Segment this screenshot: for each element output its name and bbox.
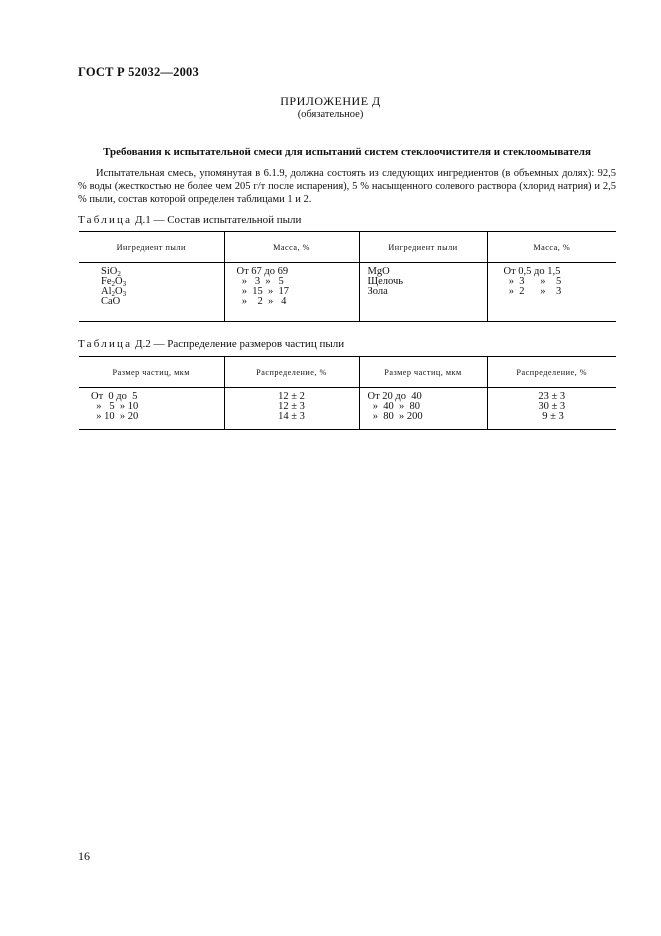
table2-header-cell: Распределение, % — [487, 357, 616, 388]
table1-left-mass — [224, 263, 359, 322]
table1-right-ingredients — [359, 263, 487, 322]
page-number: 16 — [78, 849, 90, 863]
distribution-value: 14 ± 3 — [278, 411, 305, 422]
mass-value: » 15 » 17 — [236, 286, 289, 297]
table2-caption — [78, 338, 344, 350]
table1-header-cell: Ингредиент пыли — [359, 232, 487, 263]
size-range: От 20 до 40 — [367, 391, 422, 402]
mass-value: » 2 » 3 — [503, 286, 562, 297]
table1-right-mass — [487, 263, 616, 322]
table2-right-dist — [487, 388, 616, 430]
table2-left-dist — [224, 388, 359, 430]
table2-right-sizes — [359, 388, 487, 430]
section-title: Требования к испытательной смеси для испытаний систем стеклоочистителя и стеклоомывателя — [103, 146, 591, 158]
distribution-value: 12 ± 3 — [278, 401, 305, 412]
mass-value: » 3 » 5 — [236, 276, 284, 287]
table2-header-cell: Размер частиц, мкм — [359, 357, 487, 388]
distribution-value: 23 ± 3 — [538, 391, 566, 402]
mass-value: » 3 » 5 — [503, 276, 562, 287]
table2-body-row — [79, 388, 616, 430]
table1-header-cell: Ингредиент пыли — [79, 232, 224, 263]
table1-header-cell: Масса, % — [224, 232, 359, 263]
table2-header-row — [79, 357, 616, 388]
table1-header-cell: Масса, % — [487, 232, 616, 263]
appendix-note: (обязательное) — [297, 109, 364, 120]
intro-paragraph: Испытательная смесь, упомянутая в 6.1.9, должна состоять из следующих ингредиентов (в объемных долях): 92,5 % воды (жесткостью не более чем 205 г/т после испарения), 5 % насыщенного солевого раствора (хлорид натрия) и 2,5 % пыли, состав которой определен таблицами 1 и 2. — [78, 168, 616, 206]
table2-left-sizes — [79, 388, 224, 430]
appendix-title: ПРИЛОЖЕНИЕ Д — [280, 94, 381, 108]
ingredient-cao: CaO — [101, 296, 121, 307]
ingredient-mgo: MgO — [367, 266, 390, 277]
ingredient-alkali: Щелочь — [367, 276, 404, 287]
table2-caption-text: Д.2 — Распределение размеров частиц пыли — [134, 338, 345, 350]
table1-left-ingredients — [79, 263, 224, 322]
mass-value: » 2 » 4 — [236, 296, 287, 307]
size-range: От 0 до 5 — [91, 391, 138, 402]
table1-body-row — [79, 263, 616, 322]
distribution-value: 30 ± 3 — [538, 401, 566, 412]
table1-dust-composition — [79, 231, 616, 322]
ingredient-fe2o3: $Fe_2O_3$ — [101, 276, 127, 288]
ingredient-sio2: SiO$_2$ — [101, 266, 121, 278]
size-range: » 5 » 10 — [91, 401, 139, 412]
size-range: » 40 » 80 — [367, 401, 420, 412]
table1-caption-label: Таблица — [78, 214, 133, 226]
ingredient-al2o3: $Al_2O_3$ — [101, 286, 127, 298]
table1-caption — [78, 214, 301, 226]
mass-value: От 67 до 69 — [236, 266, 289, 277]
table2-header-cell: Распределение, % — [224, 357, 359, 388]
distribution-value: 9 ± 3 — [539, 411, 564, 422]
appendix-heading — [0, 94, 661, 120]
size-range: » 80 » 200 — [367, 411, 423, 422]
table1-header-row — [79, 232, 616, 263]
distribution-value: 12 ± 2 — [278, 391, 305, 402]
table2-header-cell: Размер частиц, мкм — [79, 357, 224, 388]
document-code: ГОСТ Р 52032—2003 — [78, 65, 199, 79]
ingredient-ash: Зола — [367, 286, 388, 297]
table1-caption-text: Д.1 — Состав испытательной пыли — [134, 214, 302, 226]
table2-particle-distribution — [79, 356, 616, 430]
size-range: » 10 » 20 — [91, 411, 139, 422]
table2-caption-label: Таблица — [78, 338, 133, 350]
mass-value: От 0,5 до 1,5 — [503, 266, 561, 277]
